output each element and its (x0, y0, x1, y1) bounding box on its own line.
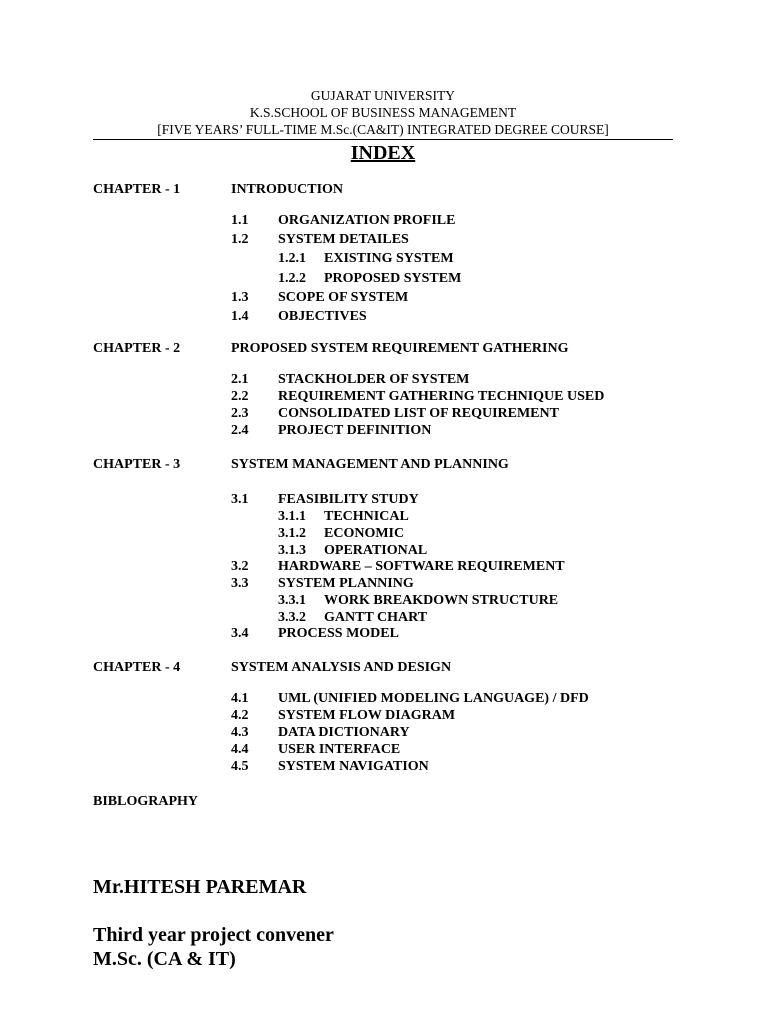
section-title: SYSTEM FLOW DIAGRAM (278, 708, 456, 723)
school-name: K.S.SCHOOL OF BUSINESS MANAGEMENT (249, 105, 517, 120)
chapter-title: PROPOSED SYSTEM REQUIREMENT GATHERING (231, 341, 569, 356)
section-title: UML (UNIFIED MODELING LANGUAGE) / DFD (278, 691, 589, 706)
section-title: ORGANIZATION PROFILE (278, 213, 456, 228)
chapter-label: CHAPTER - 3 (93, 457, 181, 472)
section-title: PROJECT DEFINITION (278, 423, 432, 438)
subsection-number: 1.2.2 (278, 271, 306, 286)
section-number: 2.3 (231, 406, 249, 421)
section-number: 3.3 (231, 576, 249, 591)
section-title: USER INTERFACE (278, 742, 401, 757)
section-title: DATA DICTIONARY (278, 725, 410, 740)
course-name: [FIVE YEARS’ FULL-TIME M.Sc.(CA&IT) INTEGRATED DEGREE COURSE] (157, 122, 609, 137)
university-name: GUJARAT UNIVERSITY (310, 88, 456, 103)
chapter-title: INTRODUCTION (231, 182, 344, 197)
subsection-title: OPERATIONAL (324, 543, 428, 558)
subsection-title: WORK BREAKDOWN STRUCTURE (324, 593, 559, 608)
subsection-title: TECHNICAL (324, 509, 409, 524)
section-number: 1.4 (231, 309, 249, 324)
subsection-number: 1.2.1 (278, 251, 306, 266)
section-number: 3.2 (231, 559, 249, 574)
subsection-title: ECONOMIC (324, 526, 405, 541)
section-title: SCOPE OF SYSTEM (278, 290, 409, 305)
header-rule (93, 139, 673, 140)
section-title: SYSTEM NAVIGATION (278, 759, 429, 774)
section-number: 4.4 (231, 742, 249, 757)
section-title: PROCESS MODEL (278, 626, 399, 641)
convener-role: Third year project convener (93, 924, 334, 946)
convener-degree: M.Sc. (CA & IT) (93, 948, 236, 970)
chapter-label: CHAPTER - 2 (93, 341, 181, 356)
section-number: 2.2 (231, 389, 249, 404)
section-number: 4.3 (231, 725, 249, 740)
section-title: SYSTEM DETAILES (278, 232, 409, 247)
section-title: REQUIREMENT GATHERING TECHNIQUE USED (278, 389, 605, 404)
chapter-title: SYSTEM MANAGEMENT AND PLANNING (231, 457, 509, 472)
convener-name: Mr.HITESH PAREMAR (93, 876, 307, 898)
subsection-number: 3.1.2 (278, 526, 306, 541)
subsection-number: 3.3.1 (278, 593, 306, 608)
section-number: 2.1 (231, 372, 249, 387)
section-title: STACKHOLDER OF SYSTEM (278, 372, 470, 387)
index-title: INDEX (350, 142, 416, 164)
subsection-number: 3.1.1 (278, 509, 306, 524)
section-number: 4.2 (231, 708, 249, 723)
section-number: 1.2 (231, 232, 249, 247)
section-title: CONSOLIDATED LIST OF REQUIREMENT (278, 406, 559, 421)
subsection-title: PROPOSED SYSTEM (324, 271, 462, 286)
section-number: 1.3 (231, 290, 249, 305)
chapter-label: CHAPTER - 4 (93, 660, 181, 675)
section-title: FEASIBILITY STUDY (278, 492, 419, 507)
section-number: 3.1 (231, 492, 249, 507)
subsection-title: GANTT CHART (324, 610, 428, 625)
section-title: HARDWARE – SOFTWARE REQUIREMENT (278, 559, 565, 574)
section-title: OBJECTIVES (278, 309, 367, 324)
section-number: 3.4 (231, 626, 249, 641)
subsection-number: 3.1.3 (278, 543, 306, 558)
section-number: 4.1 (231, 691, 249, 706)
chapter-label: CHAPTER - 1 (93, 182, 181, 197)
section-number: 2.4 (231, 423, 249, 438)
section-title: SYSTEM PLANNING (278, 576, 414, 591)
section-number: 1.1 (231, 213, 249, 228)
section-number: 4.5 (231, 759, 249, 774)
bibliography-heading: BIBLOGRAPHY (93, 794, 199, 809)
subsection-title: EXISTING SYSTEM (324, 251, 454, 266)
subsection-number: 3.3.2 (278, 610, 306, 625)
chapter-title: SYSTEM ANALYSIS AND DESIGN (231, 660, 452, 675)
